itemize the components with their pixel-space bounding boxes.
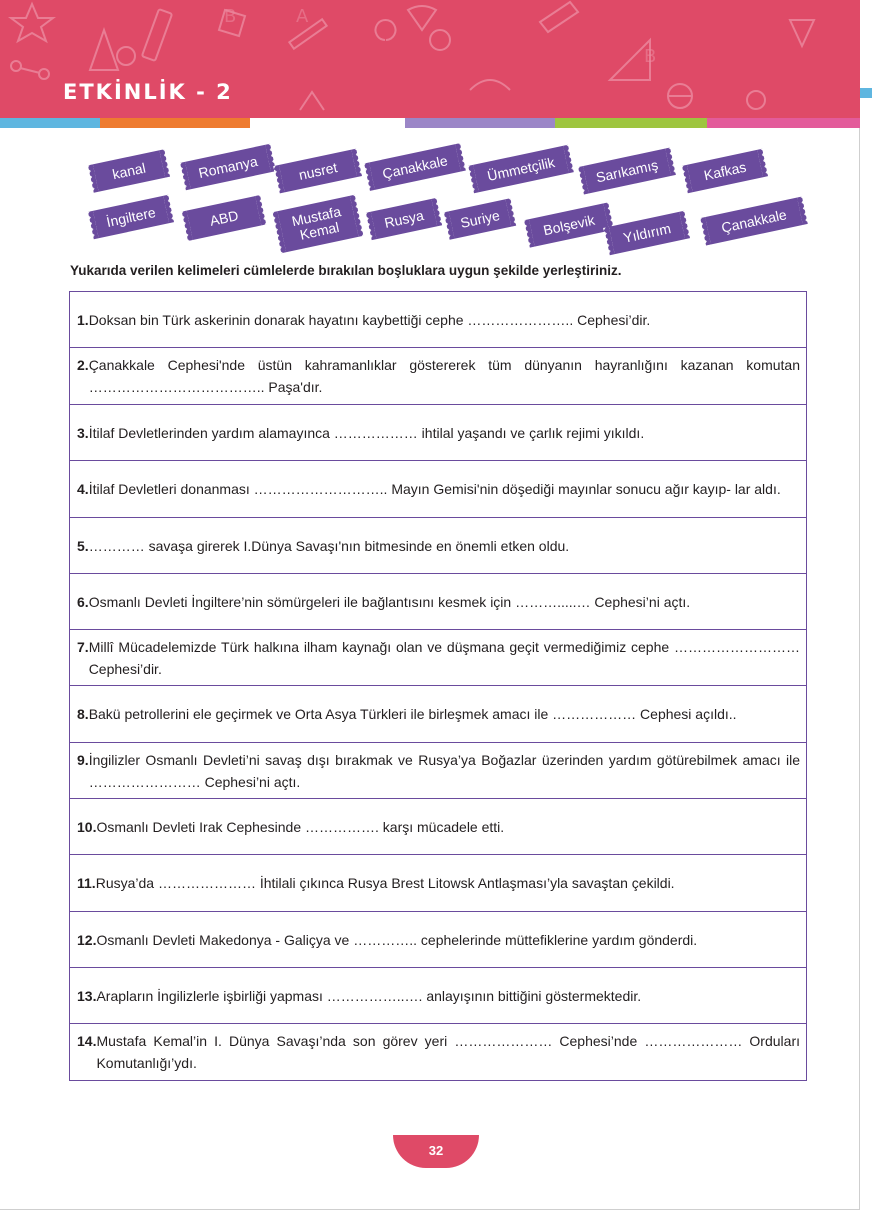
question-row xyxy=(70,968,806,1024)
question-text: Doksan bin Türk askerinin donarak hayatını kaybettiği cephe ………………….. Cephesi’dir. xyxy=(88,311,651,328)
word-tag: Bolşevik xyxy=(524,202,614,247)
question-number: 4. xyxy=(77,481,89,497)
activity-title: ETKİNLİK - 2 xyxy=(63,80,233,104)
question-text: Osmanlı Devleti Makedonya - Galiçya ve ………….. cephelerinde müttefiklerine yardım gönderdi. xyxy=(96,931,698,948)
question-text: Osmanlı Devleti Irak Cephesinde ……………. karşı mücadele etti. xyxy=(96,818,505,835)
question-text: ………… savaşa girerek I.Dünya Savaşı'nın bitmesinde en önemli etken oldu. xyxy=(88,537,570,554)
word-tag: Yıldırım xyxy=(604,211,690,255)
stripe-purple xyxy=(405,118,555,128)
word-tag: İngiltere xyxy=(88,195,174,239)
question-number: 8. xyxy=(77,706,89,722)
question-text: Mustafa Kemal’in I. Dünya Savaşı’nda son görev yeri ………………… Cephesi’nde ………………… Orduları Komutanlığı’ydı. xyxy=(96,1033,800,1071)
question-row xyxy=(70,855,806,912)
question-row xyxy=(70,630,806,686)
question-text: Rusya’da ………………… İhtilali çıkınca Rusya Brest Litowsk Antlaşması’yla savaştan çekildi. xyxy=(95,875,675,891)
questions-table xyxy=(69,291,807,1081)
word-tag: kanal xyxy=(88,149,170,193)
question-number: 14. xyxy=(77,1033,97,1049)
question-number: 1. xyxy=(77,311,89,328)
question-text: Bakü petrollerini ele geçirmek ve Orta Asya Türkleri ile birleşmek amacı ile ……………… Cephesi açıldı.. xyxy=(88,706,737,722)
word-tag: Kafkas xyxy=(682,149,768,193)
word-tag: ABD xyxy=(182,195,266,241)
word-tag: Suriye xyxy=(444,198,516,240)
question-row xyxy=(70,743,806,799)
question-number: 6. xyxy=(77,593,89,610)
question-number: 9. xyxy=(77,751,89,768)
question-text: Arapların İngilizlerle işbirliği yapması ……………..…. anlayışının bittiğini göstermektedir. xyxy=(96,987,642,1004)
question-number: 11. xyxy=(77,875,96,891)
stripe-orange xyxy=(100,118,250,128)
page-number: 32 xyxy=(393,1135,479,1168)
word-tag: Romanya xyxy=(180,144,276,191)
question-text: Millî Mücadelemizde Türk halkına ilham kaynağı olan ve düşmana geçit vermediğimiz cephe ……………………… Cephesi’dir. xyxy=(88,638,800,677)
question-row xyxy=(70,461,806,518)
word-tag: Çanakkale xyxy=(700,196,808,245)
stripe-green xyxy=(555,118,707,128)
stripe-pink xyxy=(707,118,860,128)
question-text: İtilaf Devletleri donanması ……………………….. Mayın Gemisi'nin döşediği mayınlar sonucu ağır kayıp- lar aldı. xyxy=(88,481,781,497)
question-row xyxy=(70,574,806,630)
word-bank xyxy=(0,135,872,255)
question-row xyxy=(70,1024,806,1081)
question-row xyxy=(70,686,806,743)
side-stripe xyxy=(860,88,872,98)
question-number: 2. xyxy=(77,357,89,373)
question-row xyxy=(70,405,806,461)
word-tag: Ümmetçilik xyxy=(468,145,574,194)
question-number: 13. xyxy=(77,987,97,1004)
header-banner xyxy=(0,0,860,118)
stripe-blue xyxy=(0,118,100,128)
question-text: Osmanlı Devleti İngiltere’nin sömürgeleri ile bağlantısını kesmek için ……….....… Cephesi’ni açtı. xyxy=(88,593,691,610)
question-row xyxy=(70,518,806,574)
svg-text:B: B xyxy=(224,6,237,27)
word-tag: Mustafa Kemal xyxy=(273,195,364,254)
instruction-text: Yukarıda verilen kelimeleri cümlelerde bırakılan boşluklara uygun şekilde yerleştiriniz. xyxy=(70,263,622,278)
question-row xyxy=(70,912,806,968)
question-number: 12. xyxy=(77,931,97,948)
question-number: 5. xyxy=(77,537,89,554)
word-tag: Sarıkamış xyxy=(578,148,676,195)
question-row xyxy=(70,799,806,855)
svg-text:B: B xyxy=(644,46,657,67)
question-row xyxy=(70,348,806,405)
word-tag: Rusya xyxy=(366,198,442,240)
question-number: 3. xyxy=(77,424,89,441)
word-tag: nusret xyxy=(274,149,362,194)
word-tag: Çanakkale xyxy=(364,143,466,191)
question-row xyxy=(70,292,806,348)
question-text: Çanakkale Cephesi'nde üstün kahramanlıklar göstererek tüm dünyanın hayranlığını kazanan komutan ……………………………….. Paşa'dır. xyxy=(88,357,800,395)
question-number: 10. xyxy=(77,818,97,835)
question-number: 7. xyxy=(77,638,89,655)
svg-text:A: A xyxy=(296,6,309,27)
question-text: İngilizler Osmanlı Devleti’ni savaş dışı bırakmak ve Rusya’ya Boğazlar üzerinden yardım götürebilmek amacı ile …………………… Cephesi’ni açtı. xyxy=(88,751,800,790)
question-text: İtilaf Devletlerinden yardım alamayınca ……………… ihtilal yaşandı ve çarlık rejimi yıkıldı. xyxy=(88,424,645,441)
